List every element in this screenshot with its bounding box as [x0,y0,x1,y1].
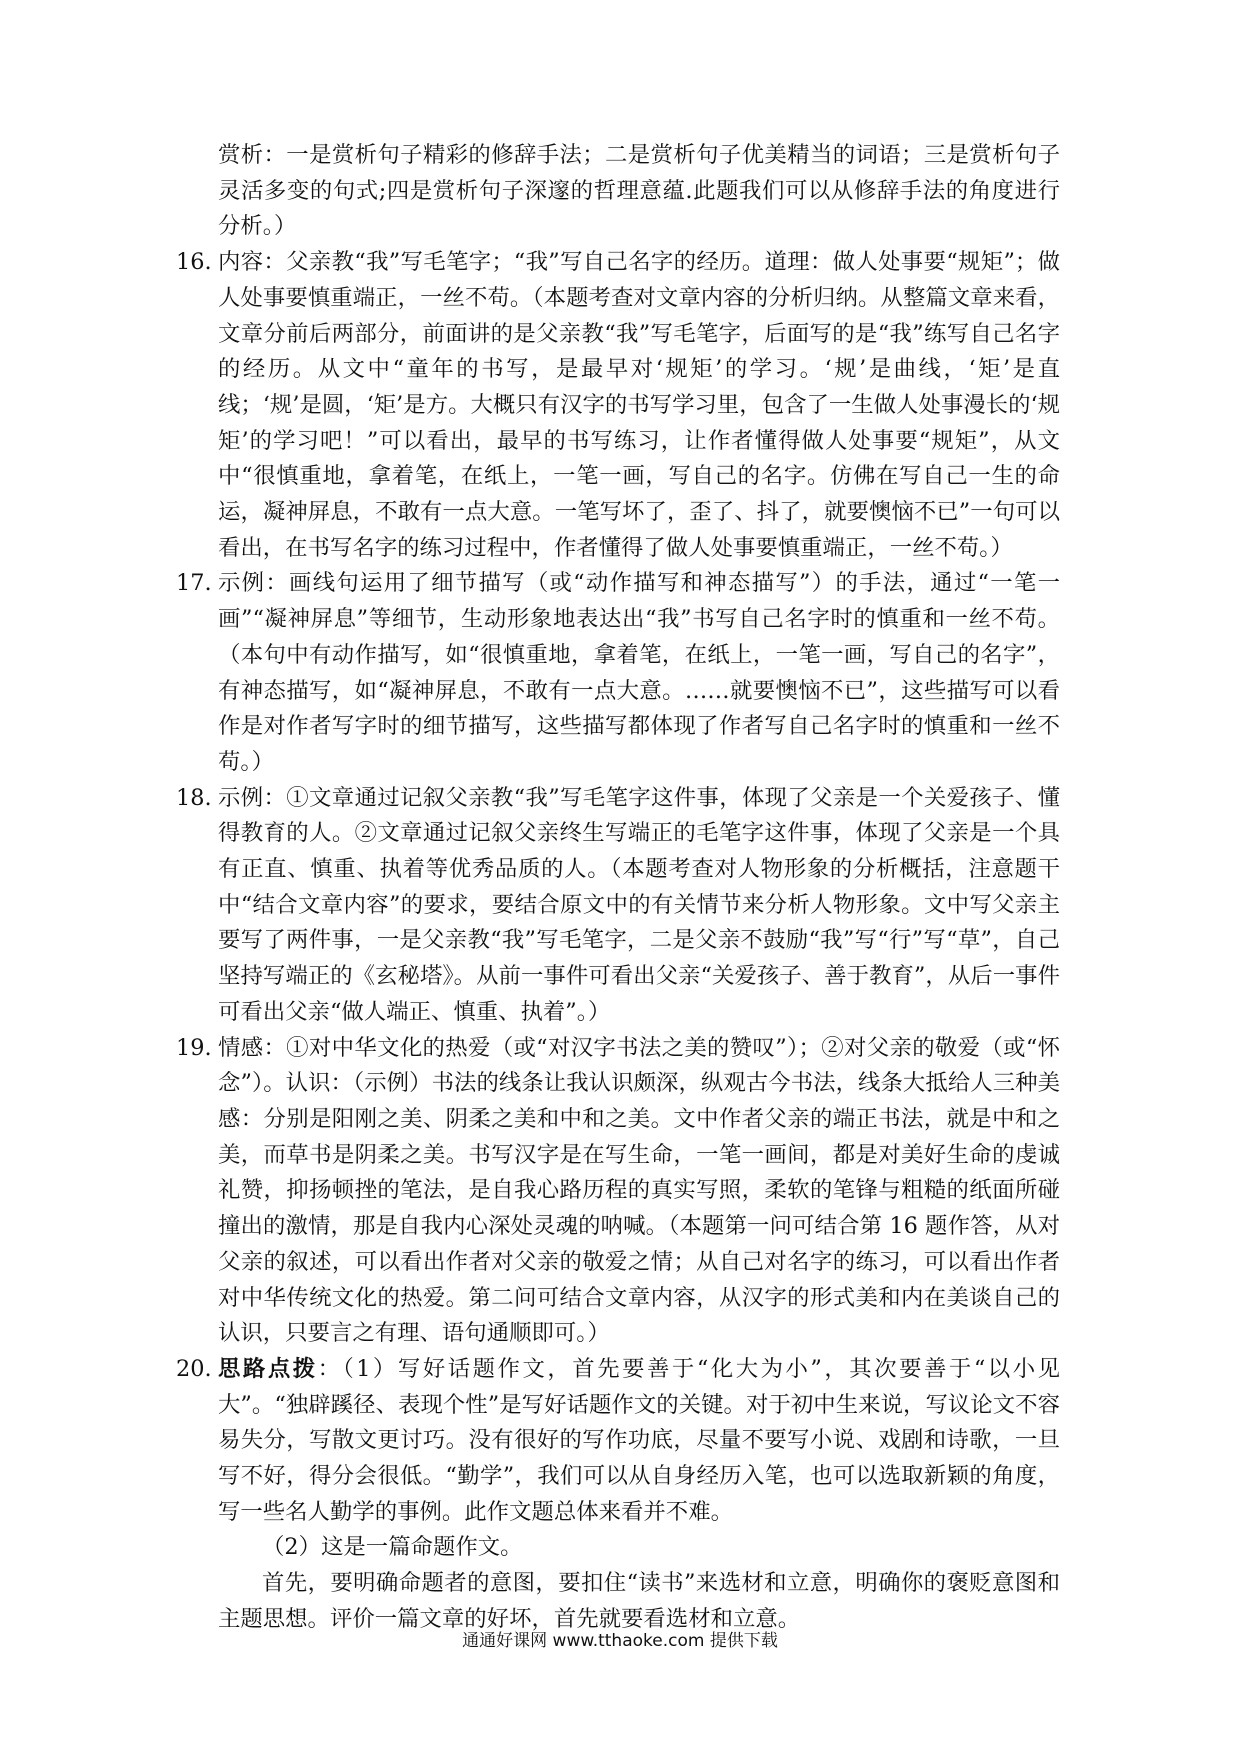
answer-lead-label: 思路点拨 [218,1355,318,1382]
sub-item-2: （2）这是一篇命题作文。 [262,1534,523,1561]
answer-item-17 [176,566,1060,780]
page-footer: 通通好课网 www.tthaoke.com 提供下载 [462,1631,778,1651]
answer-item-19 [176,1031,1060,1352]
answer-text: 示例：画线句运用了细节描写（或“动作描写和神态描写”）的手法，通过“一笔一画”“凝神屏息”等细节，生动形象地表达出“我”书写自己名字时的慎重和一丝不苟。（本句中有动作描写，如“很慎重地，拿着笔，在纸上，一笔一画，写自己的名字”，有神态描写，如“凝神屏息，不敢有一点大意。……就要懊恼不已”，这些描写可以看作是对作者写字时的细节描写，这些描写都体现了作者写自己名字时的慎重和一丝不苟。） [218,570,1060,775]
answer-item-18 [176,781,1060,1031]
answer-number: 16. [176,249,212,276]
answer-number: 18. [176,784,212,811]
answer-item-16 [176,245,1060,566]
answer-text: 情感：①对中华文化的热爱（或“对汉字书法之美的赞叹”）；②对父亲的敬爱（或“怀念”）。认识：（示例）书法的线条让我认识颇深，纵观古今书法，线条大抵给人三种美感：分别是阳刚之美、阴柔之美和中和之美。文中作者父亲的端正书法，就是中和之美，而草书是阴柔之美。书写汉字是在写生命，一笔一画间，都是对美好生命的虔诚礼赞，抑扬顿挫的笔法，是自我心路历程的真实写照，柔软的笔锋与粗糙的纸面所碰撞出的激情，那是自我内心深处灵魂的呐喊。（本题第一问可结合第 16 题作答，从对父亲的叙述，可以看出作者对父亲的敬爱之情；从自己对名字的练习，可以看出作者对中华传统文化的热爱。第二问可结合文章内容，从汉字的形式美和内在美谈自己的认识，只要言之有理、语句通顺即可。） [218,1034,1060,1347]
answer-text: 示例：①文章通过记叙父亲教“我”写毛笔字这件事，体现了父亲是一个关爱孩子、懂得教育的人。②文章通过记叙父亲终生写端正的毛笔字这件事，体现了父亲是一个具有正直、慎重、执着等优秀品质的人。（本题考查对人物形象的分析概括，注意题干中“结合文章内容”的要求，要结合原文中的有关情节来分析人物形象。文中写父亲主要写了两件事，一是父亲教“我”写毛笔字，二是父亲不鼓励“我”写“行”写“草”，自己坚持写端正的《玄秘塔》。从前一事件可看出父亲“关爱孩子、善于教育”，从后一事件可看出父亲“做人端正、慎重、执着”。） [218,784,1060,1025]
answer-text: ：（1）写好话题作文，首先要善于“化大为小”，其次要善于“以小见大”。“独辟蹊径、表现个性”是写好话题作文的关键。对于初中生来说，写议论文不容易失分，写散文更讨巧。没有很好的写作功底，尽量不要写小说、戏剧和诗歌，一旦写不好，得分会很低。“勤学”，我们可以从自身经历入笔，也可以选取新颖的角度，写一些名人勤学的事例。此作文题总体来看并不难。 [218,1355,1061,1525]
final-paragraph: 首先，要明确命题者的意图，要扣住“读书”来选材和立意，明确你的褒贬意图和主题思想。评价一篇文章的好坏，首先就要看选材和立意。 [218,1570,1060,1632]
continuation-paragraph: 赏析：一是赏析句子精彩的修辞手法；二是赏析句子优美精当的词语；三是赏析句子灵活多变的句式;四是赏析句子深邃的哲理意蕴.此题我们可以从修辞手法的角度进行分析。） [218,142,1060,240]
answer-content [176,138,1061,1638]
answer-number: 19. [176,1034,212,1061]
answer-item-20 [176,1352,1061,1531]
answer-text: 内容：父亲教“我”写毛笔字；“我”写自己名字的经历。道理：做人处事要“规矩”；做人处事要慎重端正，一丝不苟。（本题考查对文章内容的分析归纳。从整篇文章来看，文章分前后两部分，前面讲的是父亲教“我”写毛笔字，后面写的是“我”练写自己名字的经历。从文中“童年的书写，是最早对‘规矩’的学习。‘规’是曲线，‘矩’是直线；‘规’是圆，‘矩’是方。大概只有汉字的书写学习里，包含了一生做人处事漫长的‘规矩’的学习吧！”可以看出，最早的书写练习，让作者懂得做人处事要“规矩”，从文中“很慎重地，拿着笔，在纸上，一笔一画，写自己的名字。仿佛在写自己一生的命运，凝神屏息，不敢有一点大意。一笔写坏了，歪了、抖了，就要懊恼不已”一句可以看出，在书写名字的练习过程中，作者懂得了做人处事要慎重端正，一丝不苟。） [218,249,1060,561]
answer-number: 17. [176,570,212,597]
answer-number: 20. [176,1355,212,1382]
